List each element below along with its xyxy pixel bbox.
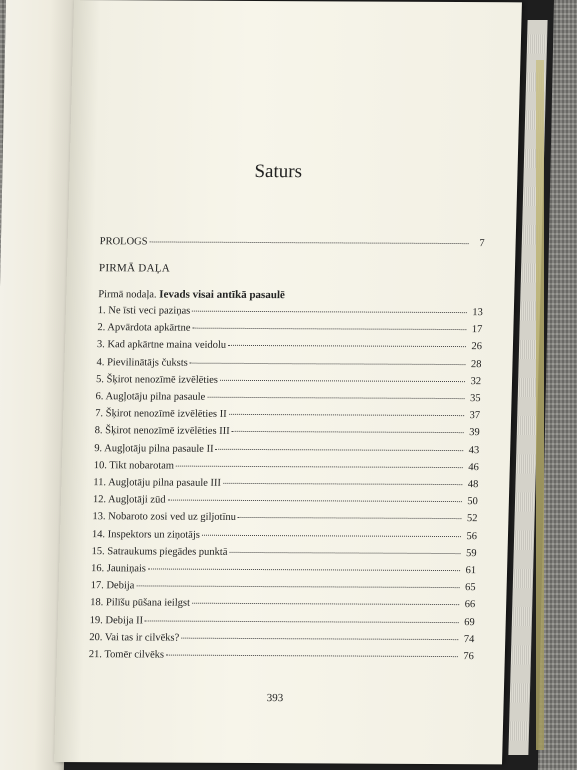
toc-page: 74: [463, 633, 475, 645]
toc-leader: [136, 586, 459, 589]
toc-page: 43: [468, 444, 480, 456]
toc-leader: [223, 483, 462, 485]
toc-leader: [150, 241, 469, 244]
toc-page: 35: [469, 393, 481, 405]
toc-page: 76: [463, 651, 474, 663]
toc-title: 9. Augļotāju pilna pasaule II: [94, 442, 214, 455]
toc-page: 48: [467, 479, 479, 491]
toc-entry: [94, 443, 479, 456]
toc-entry: [97, 322, 482, 335]
toc-entry: [96, 374, 481, 387]
toc-leader: [192, 603, 459, 605]
toc-leader: [166, 655, 458, 658]
toc-title: PROLOGS: [99, 236, 148, 248]
toc-entry: [89, 632, 474, 645]
chapter-heading: [98, 288, 285, 301]
toc-entry: [96, 357, 481, 370]
toc-title: 11. Augļotāju pilna pasaule III: [93, 477, 222, 489]
toc-entry: [92, 529, 477, 542]
toc-page: 39: [469, 427, 480, 439]
contents-heading: Saturs: [254, 160, 303, 183]
toc-title: 3. Kad apkārtne maina veidolu: [96, 339, 227, 352]
toc-title: 8. Šķirot nenozīmē izvēlēties III: [94, 425, 230, 438]
chapter-prefix: Pirmā nodaļa.: [98, 289, 157, 301]
chapter-title: Ievads visai antīkā pasaulē: [159, 288, 286, 302]
toc-title: 15. Satraukums piegādes punktā: [91, 545, 228, 558]
toc-title: 6. Augļotāju pilna pasaule: [95, 391, 206, 403]
toc-leader: [229, 552, 460, 554]
toc-entry: [90, 615, 475, 628]
toc-entry: [91, 546, 476, 559]
toc-title: 4. Pievilinātājs čuksts: [96, 356, 188, 369]
toc-entry: [93, 477, 478, 490]
contents-page: [54, 0, 522, 764]
toc-page: 32: [470, 375, 482, 387]
toc-title: 14. Inspektors un ziņotājs: [91, 528, 201, 541]
toc-entry: [95, 408, 480, 421]
toc-leader: [232, 431, 464, 433]
toc-page: 61: [465, 565, 477, 577]
page-number: 393: [266, 692, 284, 705]
toc-page: 66: [464, 599, 476, 611]
toc-page: 17: [471, 324, 483, 336]
toc-entry: [91, 580, 476, 593]
toc-leader: [176, 465, 463, 468]
toc-page: 7: [479, 238, 485, 250]
toc-entry: [92, 512, 477, 525]
toc-entry: [97, 340, 482, 353]
toc-page: 65: [464, 582, 476, 594]
toc-entry: [94, 460, 479, 473]
toc-page: 13: [472, 307, 483, 319]
toc-leader: [168, 500, 462, 503]
toc-page: 26: [471, 341, 483, 353]
toc-leader: [202, 534, 461, 536]
toc-title: 1. Ne īsti veci paziņas: [97, 305, 191, 317]
toc-leader: [148, 568, 460, 571]
toc-page: 52: [466, 513, 478, 525]
toc-leader: [207, 397, 464, 399]
toc-page: 28: [470, 358, 482, 370]
toc-title: 2. Apvārdota apkārtne: [97, 322, 191, 334]
toc-page: 50: [467, 496, 479, 508]
part-title: PIRMĀ DAĻA: [98, 262, 171, 275]
toc-entry: [95, 426, 480, 439]
toc-leader: [229, 414, 464, 416]
toc-leader: [220, 380, 465, 382]
toc-title: 21. Tomēr cilvēks: [88, 649, 165, 661]
toc-entry: [95, 391, 480, 404]
toc-leader: [238, 517, 462, 519]
toc-leader: [181, 637, 458, 639]
toc-page: 69: [464, 616, 475, 628]
toc-entry: [91, 563, 476, 576]
toc-title: 16. Jauniņais: [90, 563, 147, 575]
toc-leader: [190, 362, 466, 364]
toc-entry: [98, 305, 483, 318]
toc-title: 10. Tikt nobarotam: [93, 459, 175, 472]
toc-title: 5. Šķirot nenozīmē izvēlēties: [95, 373, 219, 386]
toc-prologue: [100, 236, 485, 249]
book-spine-edge: [536, 60, 544, 750]
toc-entry: [93, 494, 478, 507]
toc-title: 13. Nobaroto zosi ved uz giljotīnu: [92, 511, 237, 524]
toc-title: 7. Šķirot nenozīmē izvēlēties II: [95, 408, 227, 421]
toc-leader: [145, 620, 459, 623]
toc-title: 18. Pilīšu pūšana ieilgst: [90, 597, 191, 610]
toc-leader: [228, 345, 466, 347]
toc-title: 20. Vai tas ir cilvēks?: [89, 631, 180, 644]
toc-title: 12. Augļotāji zūd: [92, 494, 166, 506]
toc-entry: [90, 598, 475, 611]
toc-leader: [192, 328, 466, 330]
toc-entry: [89, 649, 474, 662]
toc-title: 17. Debija: [90, 580, 135, 592]
toc-leader: [216, 448, 464, 450]
toc-page: 56: [466, 530, 478, 542]
toc-page: 37: [469, 410, 481, 422]
toc-page: 59: [465, 547, 477, 559]
toc-page: 46: [468, 461, 479, 473]
toc-title: 19. Debija II: [89, 614, 144, 627]
toc-leader: [192, 311, 467, 313]
